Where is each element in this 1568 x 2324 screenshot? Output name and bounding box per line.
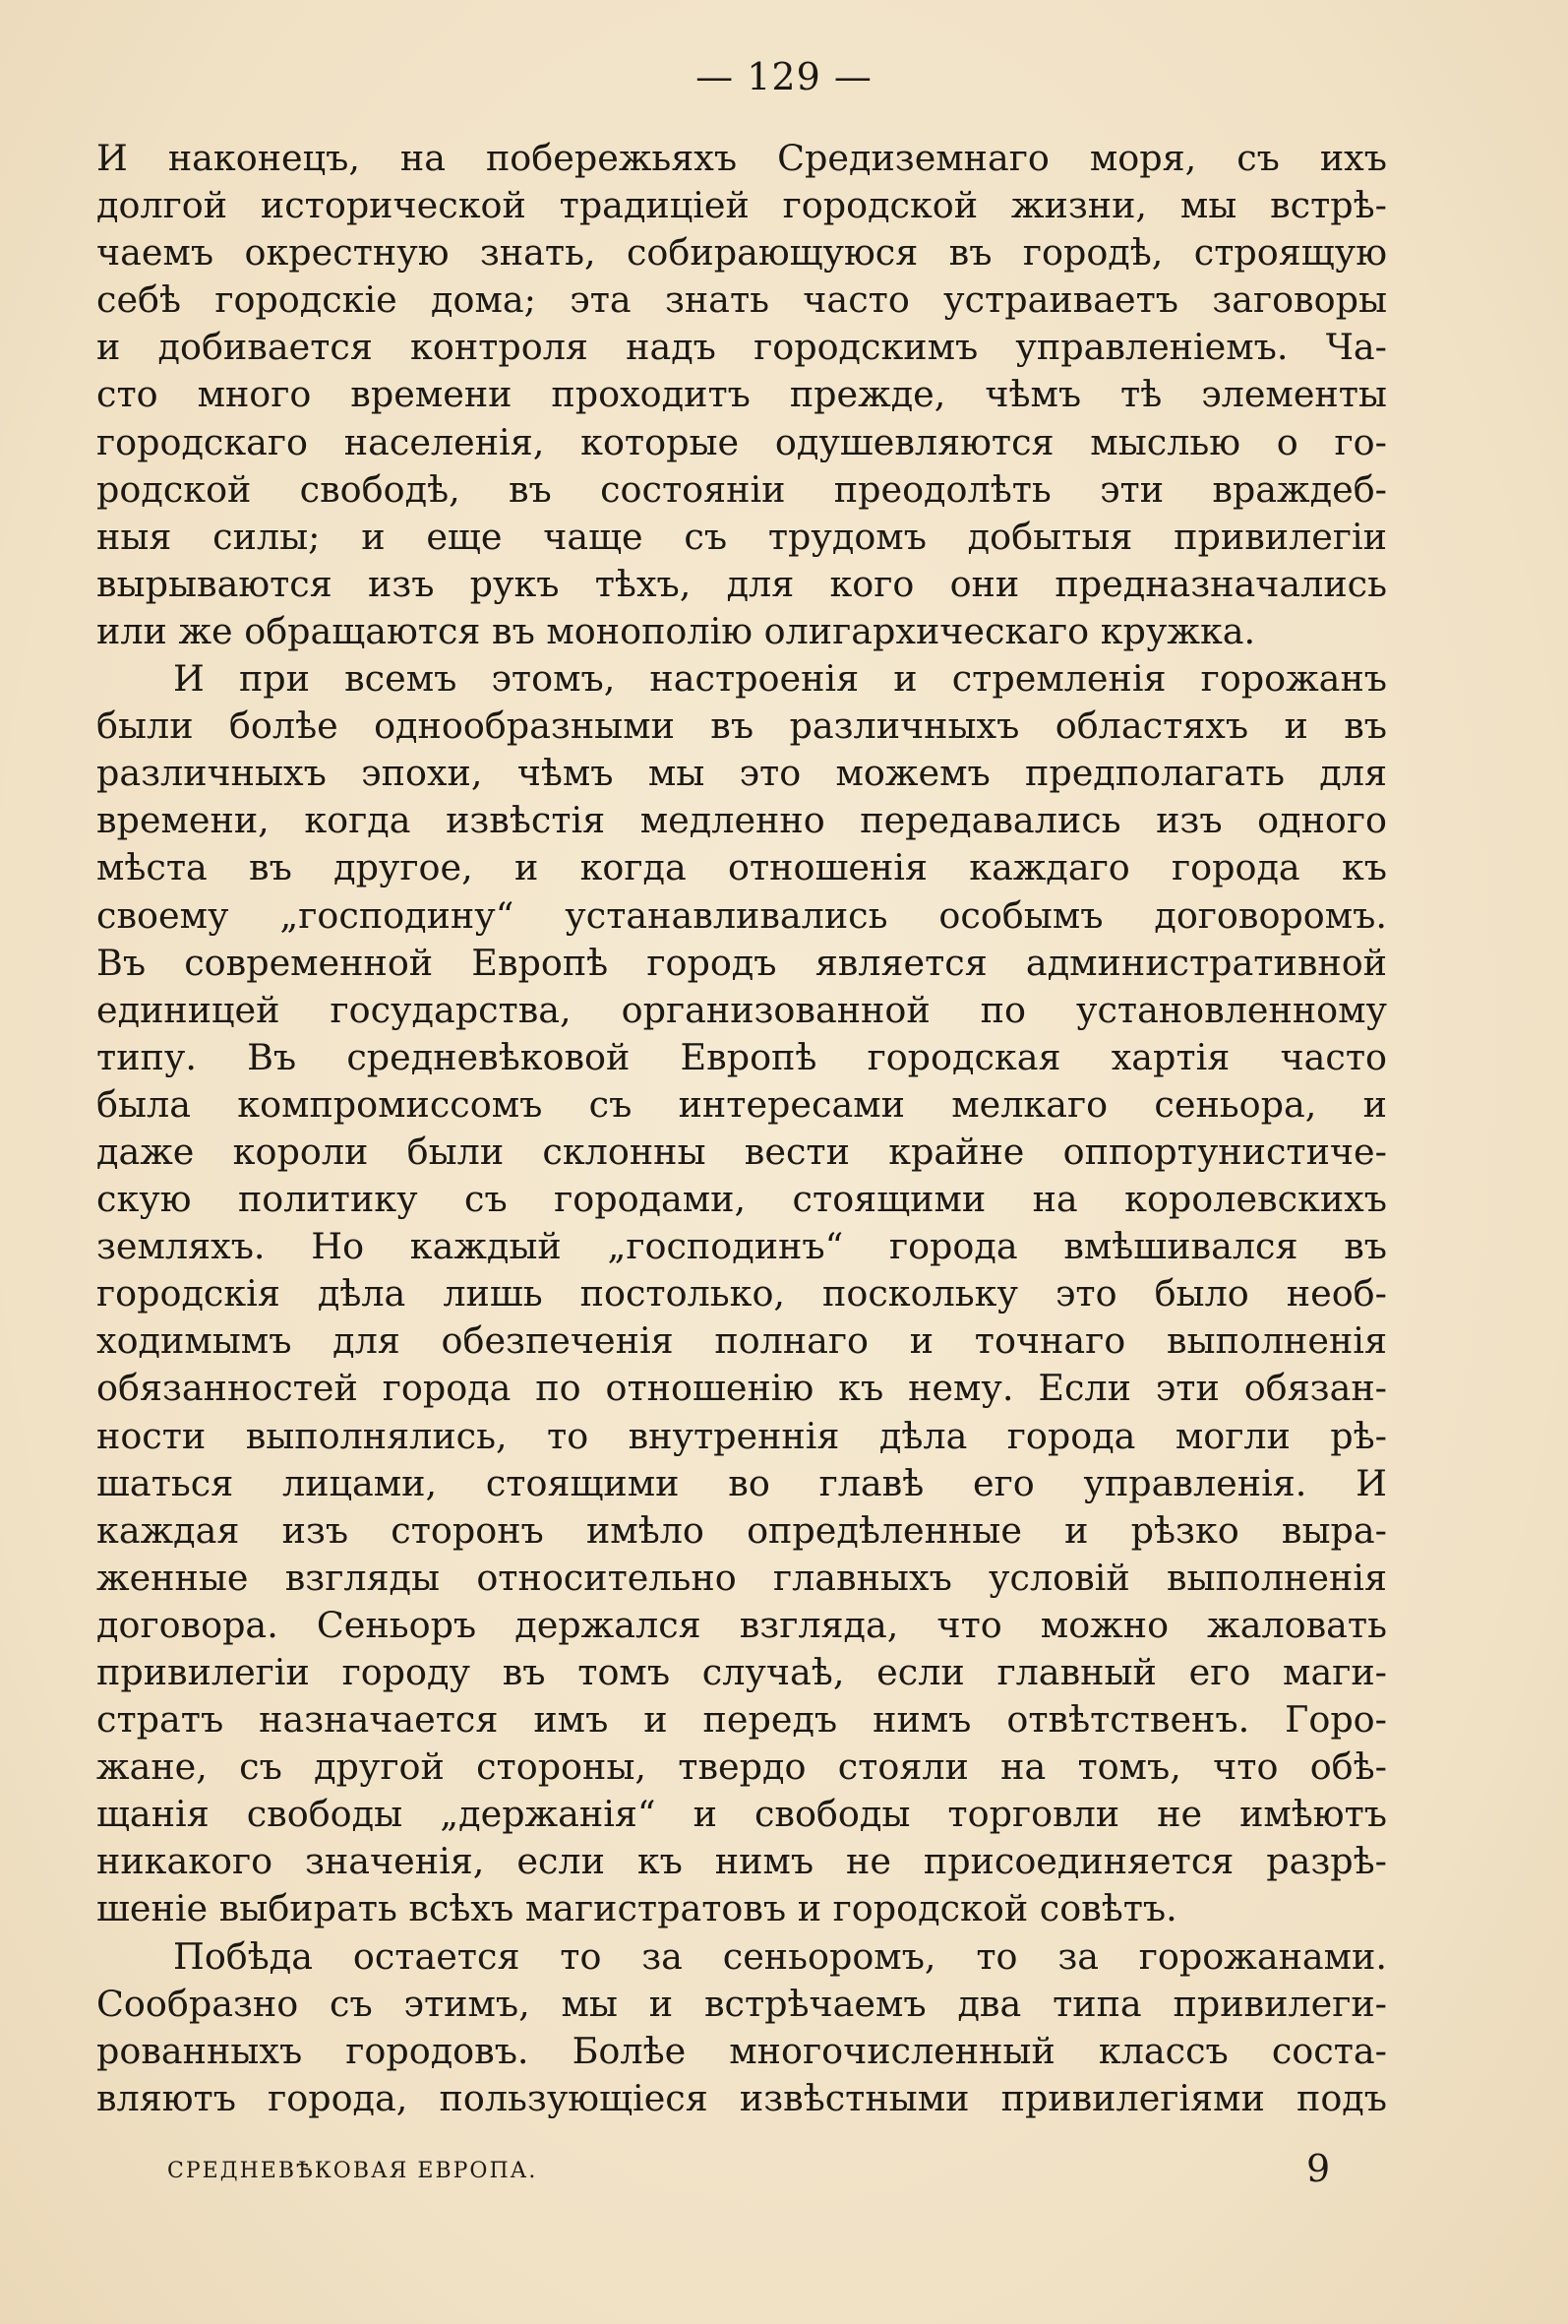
text-line: шеніе выбирать всѣхъ магистратовъ и городской совѣтъ. [96, 1887, 1177, 1930]
body-text [96, 135, 1387, 2122]
text-line: были болѣе однообразными въ различныхъ областяхъ и въ [96, 704, 1387, 748]
text-line: щанія свободы „держанія“ и свободы торговли не имѣютъ [96, 1793, 1387, 1836]
signature-mark: 9 [1306, 2147, 1331, 2190]
text-line: ходимымъ для обезпеченія полнаго и точнаго выполненія [96, 1319, 1387, 1363]
text-line: обязанностей города по отношенію къ нему. Если эти обязан- [96, 1367, 1387, 1410]
text-line: И наконецъ, на побережьяхъ Средиземнаго моря, съ ихъ [96, 137, 1387, 179]
text-line: даже короли были склонны вести крайне оппортунистиче- [96, 1130, 1387, 1173]
text-line: сто много времени проходитъ прежде, чѣмъ тѣ элементы [96, 373, 1387, 416]
text-line: женные взгляды относительно главныхъ условій выполненія [96, 1556, 1387, 1599]
text-line: Въ современной Европѣ городъ является административной [96, 941, 1387, 984]
text-line: типу. Въ средневѣковой Европѣ городская хартія часто [96, 1035, 1387, 1078]
text-line: стратъ назначается имъ и передъ нимъ отвѣтственъ. Горо- [96, 1698, 1387, 1742]
text-line: времени, когда извѣстія медленно передавались изъ одного [96, 799, 1387, 842]
page-number: — 129 — [695, 55, 873, 98]
text-line: городскія дѣла лишь постолько, поскольку это было необ- [96, 1272, 1387, 1315]
text-line: мѣста въ другое, и когда отношенія каждаго города къ [96, 846, 1387, 889]
text-line: каждая изъ сторонъ имѣло опредѣленные и рѣзко выра- [96, 1508, 1387, 1552]
text-line: никакого значенія, если къ нимъ не присоединяется разрѣ- [96, 1840, 1387, 1883]
text-line: вляютъ города, пользующіеся извѣстными привилегіями подъ [96, 2076, 1387, 2119]
text-line: долгой исторической традиціей городской жизни, мы встрѣ- [96, 184, 1387, 227]
text-line: городскаго населенія, которые одушевляются мыслью о го- [96, 420, 1387, 463]
text-line: Сообразно съ этимъ, мы и встрѣчаемъ два типа привилеги- [96, 1982, 1387, 2025]
text-line: вырываются изъ рукъ тѣхъ, для кого они предназначались [96, 562, 1387, 605]
text-line: единицей государства, организованной по установленному [96, 988, 1387, 1031]
text-line: скую политику съ городами, стоящими на королевскихъ [96, 1178, 1387, 1221]
text-line: чаемъ окрестную знать, собирающуюся въ городѣ, строящую [96, 231, 1387, 275]
text-line: своему „господину“ устанавливались особымъ договоромъ. [96, 893, 1387, 937]
text-line: Побѣда остается то за сеньоромъ, то за горожанами. [173, 1934, 1387, 1978]
text-line: привилегіи городу въ томъ случаѣ, если главный его маги- [96, 1651, 1387, 1693]
text-line: и добивается контроля надъ городскимъ управленіемъ. Ча- [96, 326, 1387, 369]
text-line: рованныхъ городовъ. Болѣе многочисленный классъ соста- [96, 2029, 1387, 2072]
text-line: родской свободѣ, въ состояніи преодолѣть эти враждеб- [96, 467, 1387, 511]
text-line: себѣ городскіе дома; эта знать часто устраиваетъ заговоры [96, 278, 1387, 322]
text-line: шаться лицами, стоящими во главѣ его управленія. И [96, 1461, 1387, 1504]
text-line: И при всемъ этомъ, настроенія и стремленія горожанъ [173, 657, 1387, 701]
text-line: договора. Сеньоръ держался взгляда, что можно жаловать [96, 1603, 1387, 1646]
text-line: ныя силы; и еще чаще съ трудомъ добытыя привилегіи [96, 515, 1387, 558]
footer-book-title: СРЕДНЕВѢКОВАЯ ЕВРОПА. [167, 2159, 538, 2183]
text-line: земляхъ. Но каждый „господинъ“ города вмѣшивался въ [96, 1225, 1387, 1268]
text-line: различныхъ эпохи, чѣмъ мы это можемъ предполагать для [96, 752, 1387, 795]
text-line: была компромиссомъ съ интересами мелкаго сеньора, и [96, 1082, 1387, 1126]
text-line: жане, съ другой стороны, твердо стояли на томъ, что обѣ- [96, 1745, 1387, 1789]
text-line: ности выполнялись, то внутреннія дѣла города могли рѣ- [96, 1414, 1387, 1457]
text-line: или же обращаются въ монополію олигархическаго кружка. [96, 609, 1256, 652]
